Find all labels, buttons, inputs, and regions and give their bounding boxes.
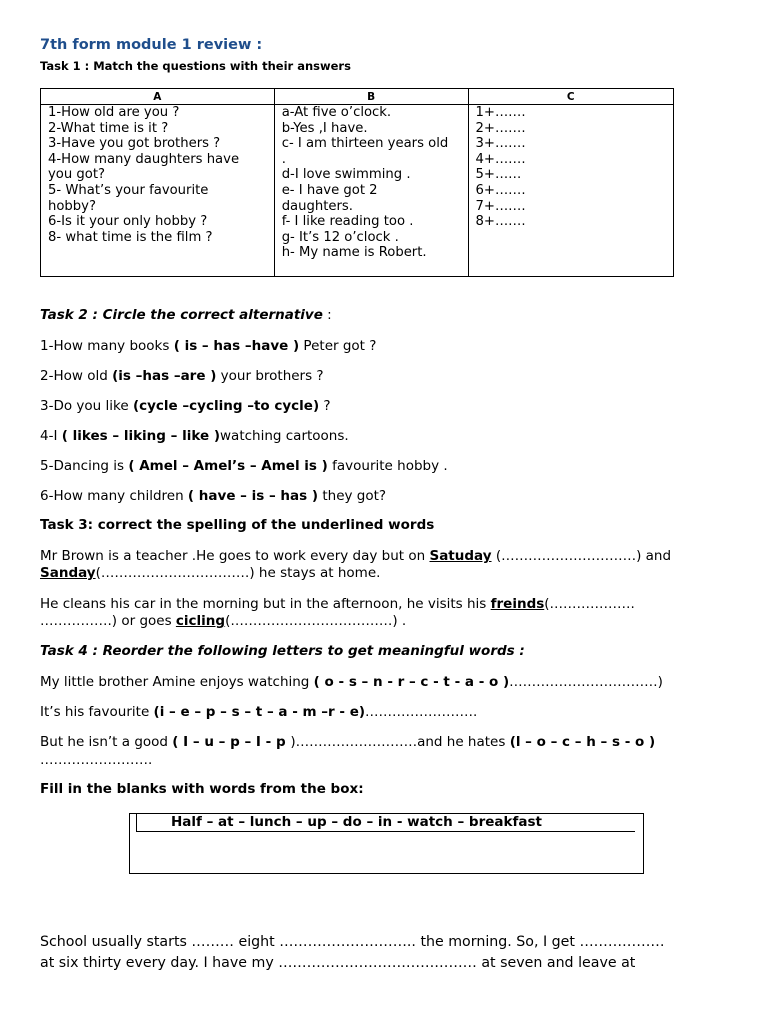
table-cell-line: you got? bbox=[48, 167, 106, 183]
table-cell-line: 4+……. bbox=[475, 151, 526, 167]
task4-line3: But he isn’t a good ( I – u – p – I - p )………………………and he hates (l – o – c – h – s - o ) bbox=[40, 734, 656, 750]
table-cell-line: 6+……. bbox=[475, 182, 526, 198]
task4-line1: My little brother Amine enjoys watching ( o - s – n - r – c - t - a - o )……………………………) bbox=[40, 674, 663, 690]
table-cell-line: 5+…… bbox=[475, 167, 522, 183]
document-title: 7th form module 1 review : bbox=[40, 37, 263, 53]
table-cell-line: a-At five o’clock. bbox=[281, 105, 392, 120]
misspelled-word: Satuday bbox=[429, 548, 492, 564]
table-cell-line: 2+……. bbox=[475, 120, 526, 136]
alternatives[interactable]: ( is – has –have ) bbox=[173, 338, 300, 354]
table-cell-line: 2-What time is it ? bbox=[48, 120, 169, 136]
table-cell-line: . bbox=[281, 151, 286, 167]
table-cell-line: d-I love swimming . bbox=[281, 167, 411, 183]
task2-heading: Task 2 : Circle the correct alternative : bbox=[40, 307, 332, 323]
table-cell-line: 3-Have you got brothers ? bbox=[48, 136, 221, 152]
table-cell-line: f- I like reading too . bbox=[281, 214, 414, 230]
column-c-header: C bbox=[468, 89, 673, 105]
alternatives[interactable]: (cycle –cycling –to cycle) bbox=[132, 398, 320, 414]
column-c-cell bbox=[468, 105, 673, 277]
task3-paragraph2-line1: He cleans his car in the morning but in the afternoon, he visits his freinds(………………. bbox=[40, 596, 635, 612]
alternatives[interactable]: ( Amel – Amel’s – Amel is ) bbox=[128, 458, 328, 474]
table-cell-line: 1-How old are you ? bbox=[48, 105, 180, 120]
task1-heading: Task 1 : Match the questions with their answers bbox=[40, 59, 351, 73]
table-cell-line: 3+……. bbox=[475, 136, 526, 152]
table-cell-line: hobby? bbox=[48, 198, 96, 214]
task3-paragraph1-line1: Mr Brown is a teacher .He goes to work every day but on Satuday (…………………………) and bbox=[40, 548, 672, 564]
misspelled-word: cicling bbox=[175, 613, 226, 629]
fill-heading: Fill in the blanks with words from the box: bbox=[40, 781, 364, 797]
task4-heading: Task 4 : Reorder the following letters to get meaningful words : bbox=[40, 643, 525, 659]
task2-item: 5-Dancing is ( Amel – Amel’s – Amel is ) favourite hobby . bbox=[40, 458, 448, 474]
table-cell-line: 7+……. bbox=[475, 198, 526, 214]
task4-line2: It’s his favourite (i – e – p – s – t – a - m –r - e)……………………. bbox=[40, 704, 478, 720]
misspelled-word: Sanday bbox=[40, 565, 96, 581]
column-a-cell bbox=[41, 105, 275, 277]
matching-table bbox=[40, 88, 674, 277]
column-b-header: B bbox=[274, 89, 468, 105]
task2-item: 6-How many children ( have – is – has ) they got? bbox=[40, 488, 387, 504]
task4-line3-continued: ……………………. bbox=[40, 752, 153, 768]
fill-paragraph-line1: School usually starts ……… eight ……………………….. the morning. So, I get ……………… bbox=[40, 934, 665, 950]
table-cell-line: g- It’s 12 o’clock . bbox=[281, 229, 399, 245]
table-cell-line: 4-How many daughters have bbox=[48, 151, 240, 167]
table-cell-line: h- My name is Robert. bbox=[281, 245, 427, 261]
table-cell-line: c- I am thirteen years old bbox=[281, 136, 449, 152]
column-b-cell bbox=[274, 105, 468, 277]
task3-paragraph1-line2: Sanday(……………………………) he stays at home. bbox=[40, 565, 381, 581]
alternatives[interactable]: (is –has –are ) bbox=[112, 368, 217, 384]
task2-item: 2-How old (is –has –are ) your brothers ? bbox=[40, 368, 324, 384]
column-a-header: A bbox=[41, 89, 275, 105]
table-cell-line: 8- what time is the film ? bbox=[48, 229, 213, 245]
table-cell-line: 5- What’s your favourite bbox=[48, 182, 209, 198]
task2-item: 4-I ( likes – liking – like )watching cartoons. bbox=[40, 428, 349, 444]
alternatives[interactable]: ( likes – liking – like ) bbox=[61, 428, 220, 444]
table-cell-line: 6-Is it your only hobby ? bbox=[48, 214, 208, 230]
table-cell-line: 8+……. bbox=[475, 214, 526, 230]
fill-paragraph-line2: at six thirty every day. I have my …………………………………… at seven and leave at bbox=[40, 955, 636, 971]
misspelled-word: freinds bbox=[490, 596, 545, 612]
task2-item: 1-How many books ( is – has –have ) Peter got ? bbox=[40, 338, 377, 354]
table-cell-line: b-Yes ,I have. bbox=[281, 120, 368, 136]
task2-item: 3-Do you like (cycle –cycling –to cycle) ? bbox=[40, 398, 331, 414]
table-cell-line: 1+……. bbox=[475, 105, 526, 120]
task3-heading: Task 3: correct the spelling of the underlined words bbox=[40, 517, 435, 533]
task3-paragraph2-line2: …………….) or goes cicling(………………………………) . bbox=[40, 613, 407, 629]
table-cell-line: e- I have got 2 bbox=[281, 182, 378, 198]
alternatives[interactable]: ( have – is – has ) bbox=[187, 488, 319, 504]
table-cell-line: daughters. bbox=[281, 198, 353, 214]
word-bank: Half – at – lunch – up – do – in - watch – breakfast bbox=[171, 814, 542, 830]
